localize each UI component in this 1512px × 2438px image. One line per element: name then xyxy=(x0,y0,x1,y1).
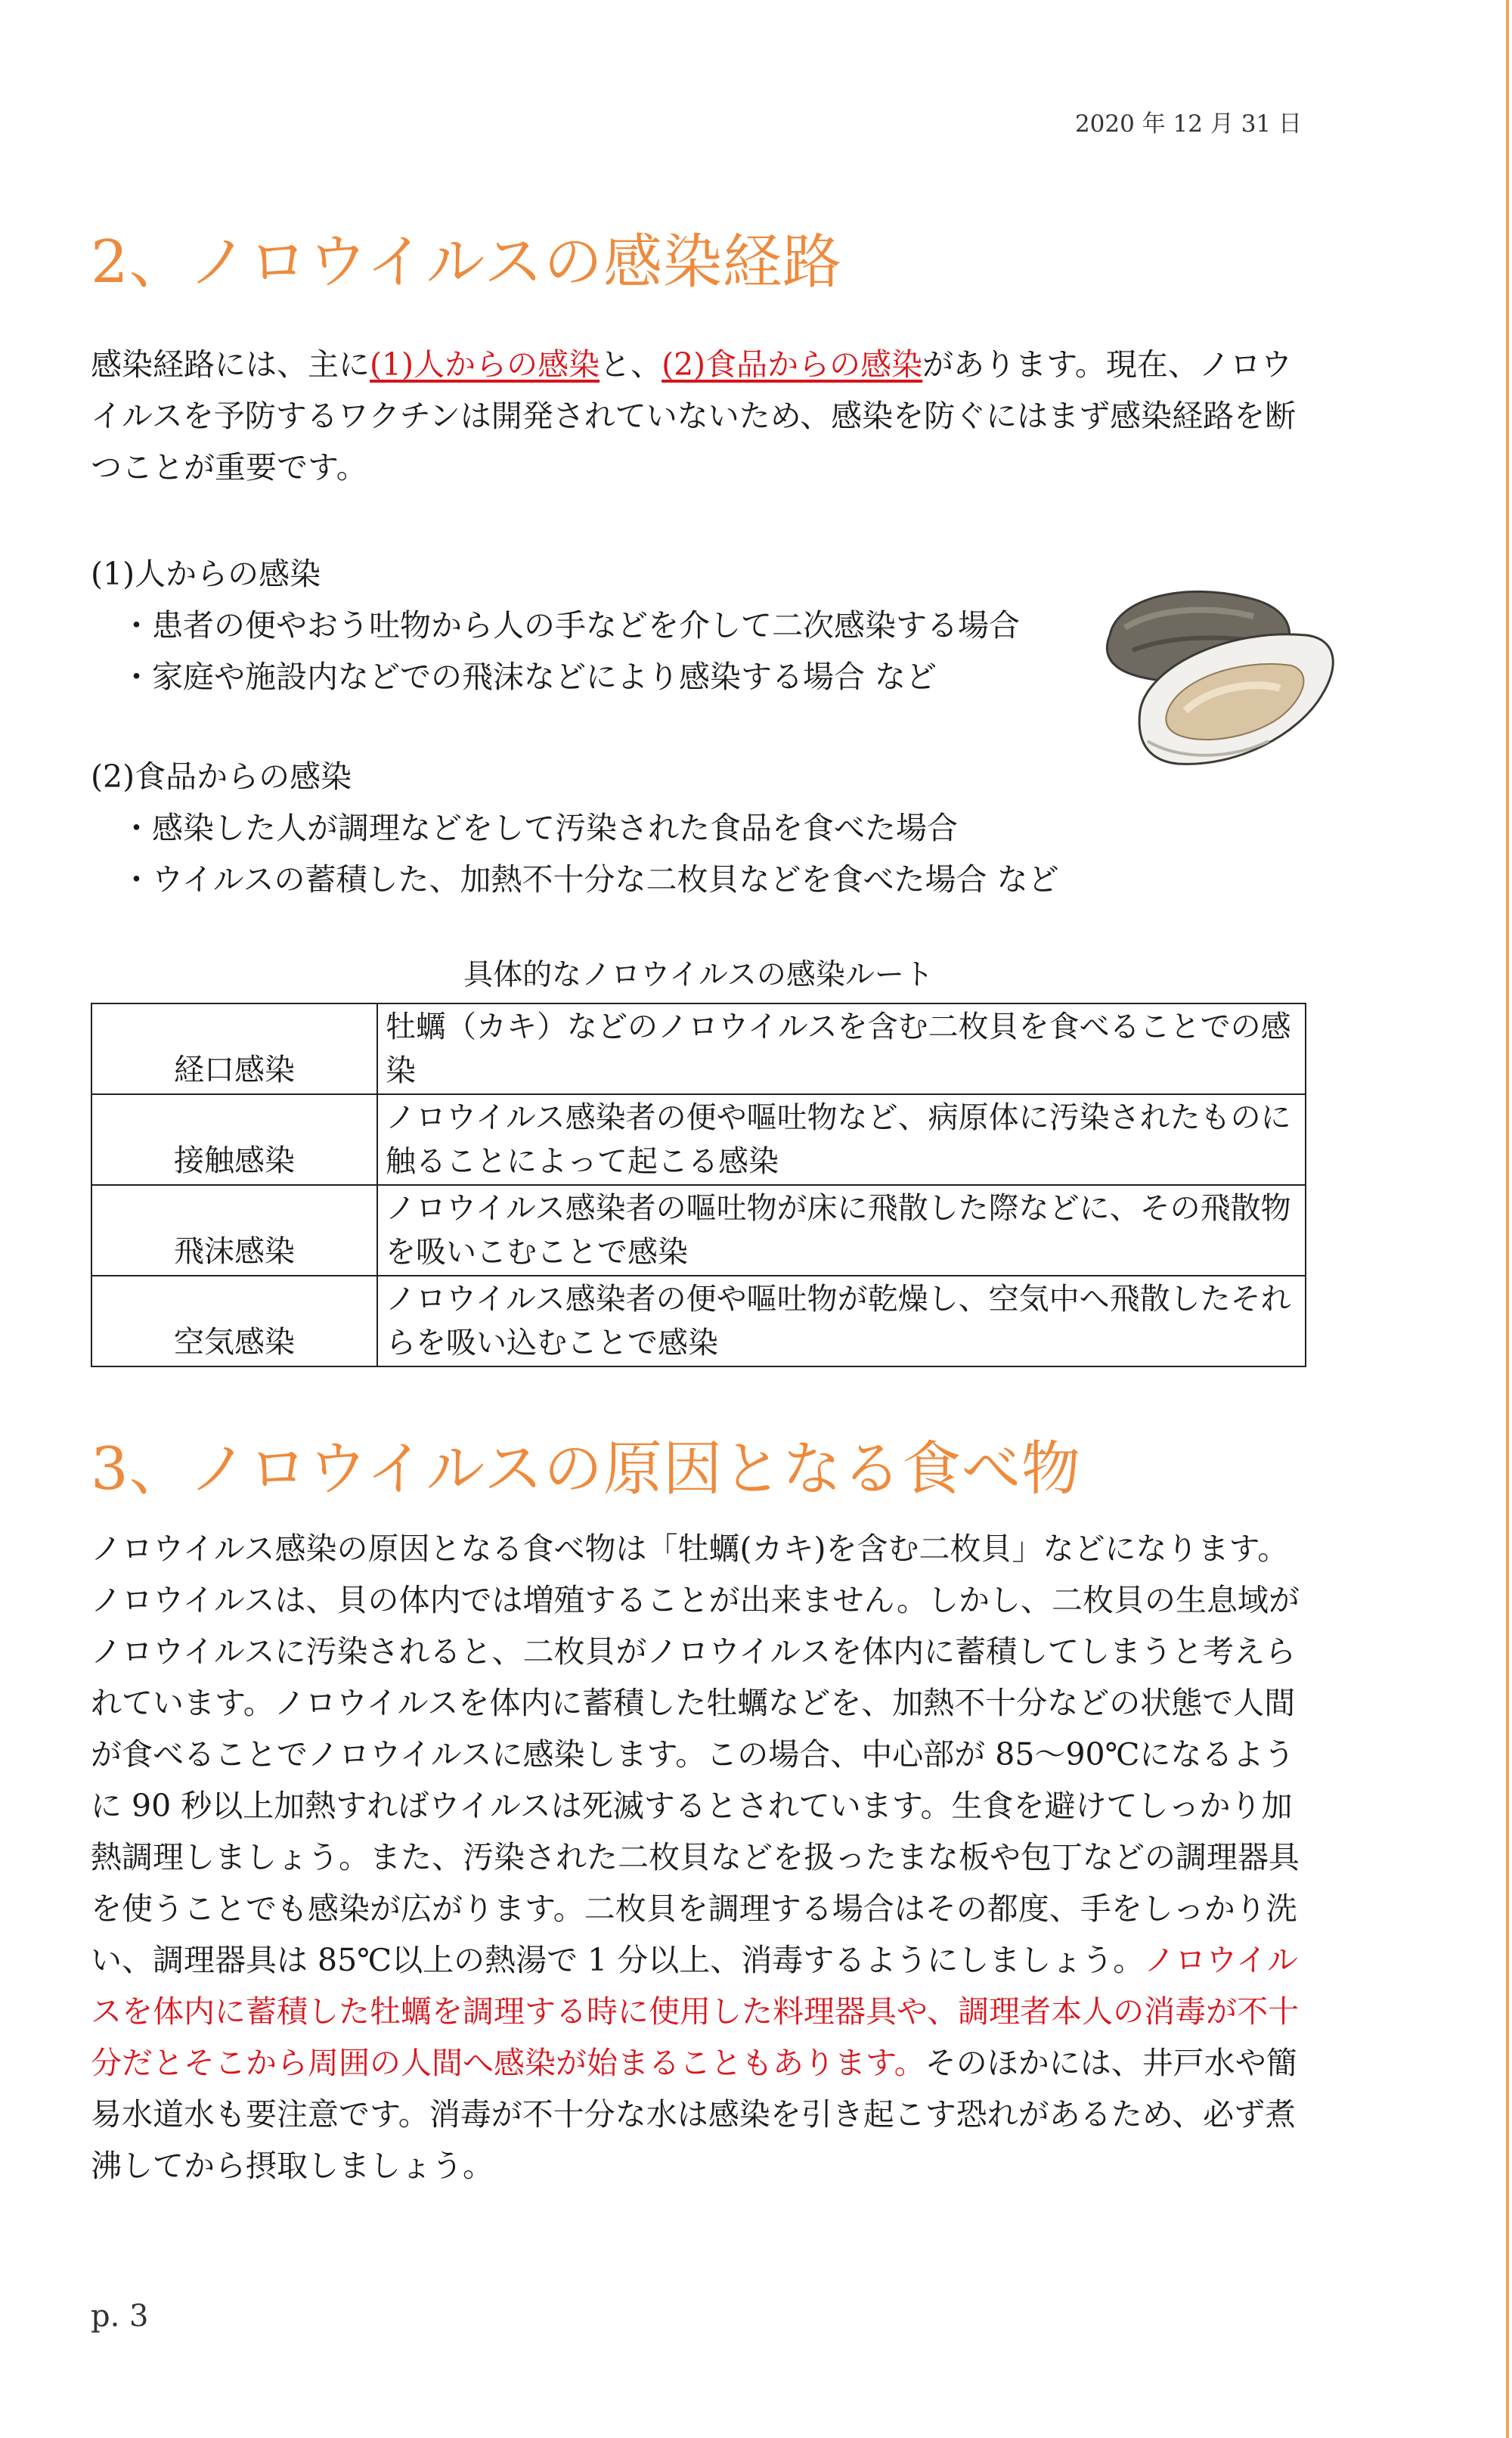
route-1-bullet: ・患者の便やおう吐物から人の手などを介して二次感染する場合 xyxy=(121,607,1020,644)
intro-text-3: があります。現在、ノロウイルスを予防するワクチンは開発されていないため、感染を防ぐにはまず感染経路を断つことが重要です。 xyxy=(91,346,1297,485)
section-2-intro xyxy=(91,339,1308,493)
route-type-cell: 接触感染 xyxy=(91,1094,377,1185)
route-type-cell: 経口感染 xyxy=(91,1003,377,1094)
section-3-body xyxy=(91,1523,1308,2191)
table-row xyxy=(91,1276,1306,1366)
route-type-cell: 飛沫感染 xyxy=(91,1185,377,1276)
route-2-label: (2)食品からの感染 xyxy=(91,758,352,795)
routes-table-caption: 具体的なノロウイルスの感染ルート xyxy=(463,958,934,992)
intro-text-2: と、 xyxy=(600,346,662,383)
page-number: p. 3 xyxy=(91,2299,149,2334)
section-3-body-text-2: そのほかには、井戸水や簡易水道水も要注意です。消毒が不十分な水は感染を引き起こす恐れがあるため、必ず煮沸してから摂取しましょう。 xyxy=(91,2045,1297,2184)
section-3-body-text-1: ノロウイルス感染の原因となる食べ物は「牡蠣(カキ)を含む二枚貝」などになります。ノロウイルスは、貝の体内では増殖することが出来ません。しかし、二枚貝の生息域がノロウイルスに汚染されると、二枚貝がノロウイルスを体内に蓄積してしまうと考えられています。ノロウイルスを体内に蓄積した牡蠣などを、加熱不十分などの状態で人間が食べることでノロウイルスに感染します。この場合、中心部が 85～90℃になるように 90 秒以上加熱すればウイルスは死滅するとされています。生食を避けてしっかり加熱調理しましょう。また、汚染された二枚貝などを扱ったまな板や包丁などの調理器具を使うことでも感染が広がります。二枚貝を調理する場合はその都度、手をしっかり洗い、調理器具は 85℃以上の熱湯で 1 分以上、消毒するようにしましょう。 xyxy=(91,1531,1300,1978)
route-description-cell: ノロウイルス感染者の便や嘔吐物が乾燥し、空気中へ飛散したそれらを吸い込むことで感染 xyxy=(377,1276,1306,1366)
route-type-cell: 空気感染 xyxy=(91,1276,377,1366)
section-3-heading: 3、ノロウイルスの原因となる食べ物 xyxy=(91,1435,1081,1503)
intro-text-1: 感染経路には、主に xyxy=(91,346,370,383)
oyster-illustration-icon xyxy=(1095,582,1344,779)
page-date: 2020 年 12 月 31 日 xyxy=(1074,110,1302,138)
section-3-body-warning: ノロウイルスを体内に蓄積した牡蠣を調理する時に使用した料理器具や、調理者本人の消毒が不十分だとそこから周囲の人間へ感染が始まることもあります。 xyxy=(91,1942,1300,2081)
table-row xyxy=(91,1003,1306,1094)
intro-highlight-food: (2)食品からの感染 xyxy=(662,346,923,383)
route-description-cell: 牡蠣（カキ）などのノロウイルスを含む二枚貝を食べることでの感染 xyxy=(377,1003,1306,1094)
route-description-cell: ノロウイルス感染者の便や嘔吐物など、病原体に汚染されたものに触ることによって起こる感染 xyxy=(377,1094,1306,1185)
route-1-bullet: ・家庭や施設内などでの飛沫などにより感染する場合 など xyxy=(121,659,937,695)
table-row xyxy=(91,1185,1306,1276)
route-2-bullet: ・ウイルスの蓄積した、加熱不十分な二枚貝などを食べた場合 など xyxy=(121,861,1059,898)
route-description-cell: ノロウイルス感染者の嘔吐物が床に飛散した際などに、その飛散物を吸いこむことで感染 xyxy=(377,1185,1306,1276)
page-side-rule xyxy=(1506,0,1509,2438)
infection-routes-table xyxy=(91,1003,1306,1367)
table-row xyxy=(91,1094,1306,1185)
route-2-bullet: ・感染した人が調理などをして汚染された食品を食べた場合 xyxy=(121,810,958,846)
route-1-label: (1)人からの感染 xyxy=(91,556,321,592)
section-2-heading: 2、ノロウイルスの感染経路 xyxy=(91,228,842,296)
intro-highlight-person: (1)人からの感染 xyxy=(370,346,600,383)
